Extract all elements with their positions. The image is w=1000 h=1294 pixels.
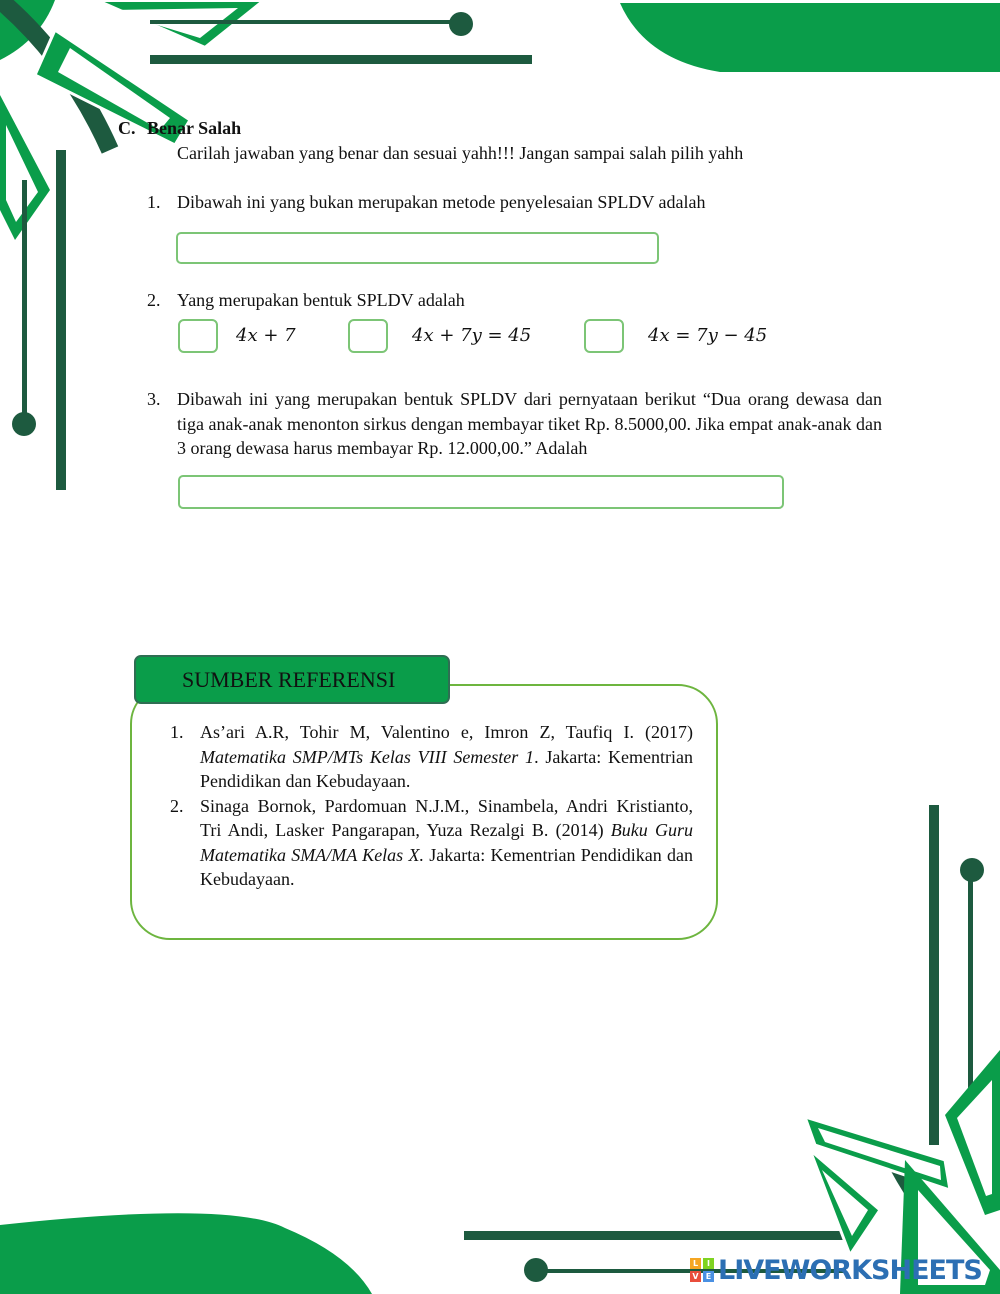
option-label-2: 4x + 7y = 45 bbox=[412, 325, 532, 346]
references-title: SUMBER REFERENSI bbox=[134, 655, 450, 704]
logo-letter: V bbox=[690, 1271, 701, 1282]
section-title: Benar Salah bbox=[147, 118, 242, 138]
answer-field-3[interactable] bbox=[178, 475, 784, 509]
option-label-1: 4x + 7 bbox=[236, 325, 296, 346]
section-heading bbox=[118, 118, 241, 139]
reference-book-title: Matematika SMP/MTs Kelas VIII Semester 1 bbox=[200, 746, 535, 767]
question-number: 1. bbox=[147, 192, 161, 212]
question-number: 2. bbox=[147, 290, 161, 310]
option-checkbox-1[interactable] bbox=[178, 319, 218, 353]
reference-item bbox=[170, 720, 693, 794]
references-list bbox=[170, 720, 693, 892]
logo-letter: L bbox=[690, 1258, 701, 1269]
reference-publisher: . Jakarta: Kementrian Pendidikan dan Kebudayaan. bbox=[200, 746, 694, 791]
reference-number: 2. bbox=[170, 795, 184, 816]
reference-authors: Sinaga Bornok, Pardomuan N.J.M., Sinambela, Andri Kristianto, Tri Andi, Lasker Pangarapan, Yuza Rezalgi B. (2014) bbox=[200, 795, 693, 840]
answer-field-1[interactable] bbox=[176, 232, 659, 264]
logo-icon bbox=[690, 1258, 714, 1282]
section-letter: C. bbox=[118, 118, 136, 138]
logo-letter: E bbox=[703, 1271, 714, 1282]
reference-publisher: Jakarta: Kementrian Pendidikan dan Kebudayaan. bbox=[200, 844, 694, 889]
question-number: 3. bbox=[147, 389, 161, 409]
question-text: Dibawah ini yang bukan merupakan metode penyelesaian SPLDV adalah bbox=[177, 192, 706, 212]
reference-number: 1. bbox=[170, 722, 184, 742]
reference-authors: As’ari A.R, Tohir M, Valentino e, Imron Z, Taufiq I. (2017) bbox=[200, 722, 693, 742]
instruction-text: Carilah jawaban yang benar dan sesuai yahh!!! Jangan sampai salah pilih yahh bbox=[177, 143, 744, 163]
logo-letter: I bbox=[703, 1258, 714, 1269]
reference-item bbox=[170, 794, 693, 892]
option-label-3: 4x = 7y − 45 bbox=[648, 325, 768, 346]
question-text: Dibawah ini yang merupakan bentuk SPLDV dari pernyataan berikut “Dua orang dewasa dan tiga anak-anak menonton sirkus dengan membayar tiket Rp. 8.5000,00. Jika empat anak-anak dan 3 orang dewasa harus membayar Rp. 12.000,00.” Adalah bbox=[177, 389, 882, 458]
reference-book-title: Buku Guru Matematika SMA/MA Kelas X. bbox=[200, 820, 693, 865]
brand-name: LIVEWORKSHEETS bbox=[718, 1254, 982, 1286]
question-text: Yang merupakan bentuk SPLDV adalah bbox=[177, 290, 465, 310]
option-checkbox-2[interactable] bbox=[348, 319, 388, 353]
liveworksheets-logo[interactable] bbox=[690, 1254, 982, 1286]
option-checkbox-3[interactable] bbox=[584, 319, 624, 353]
